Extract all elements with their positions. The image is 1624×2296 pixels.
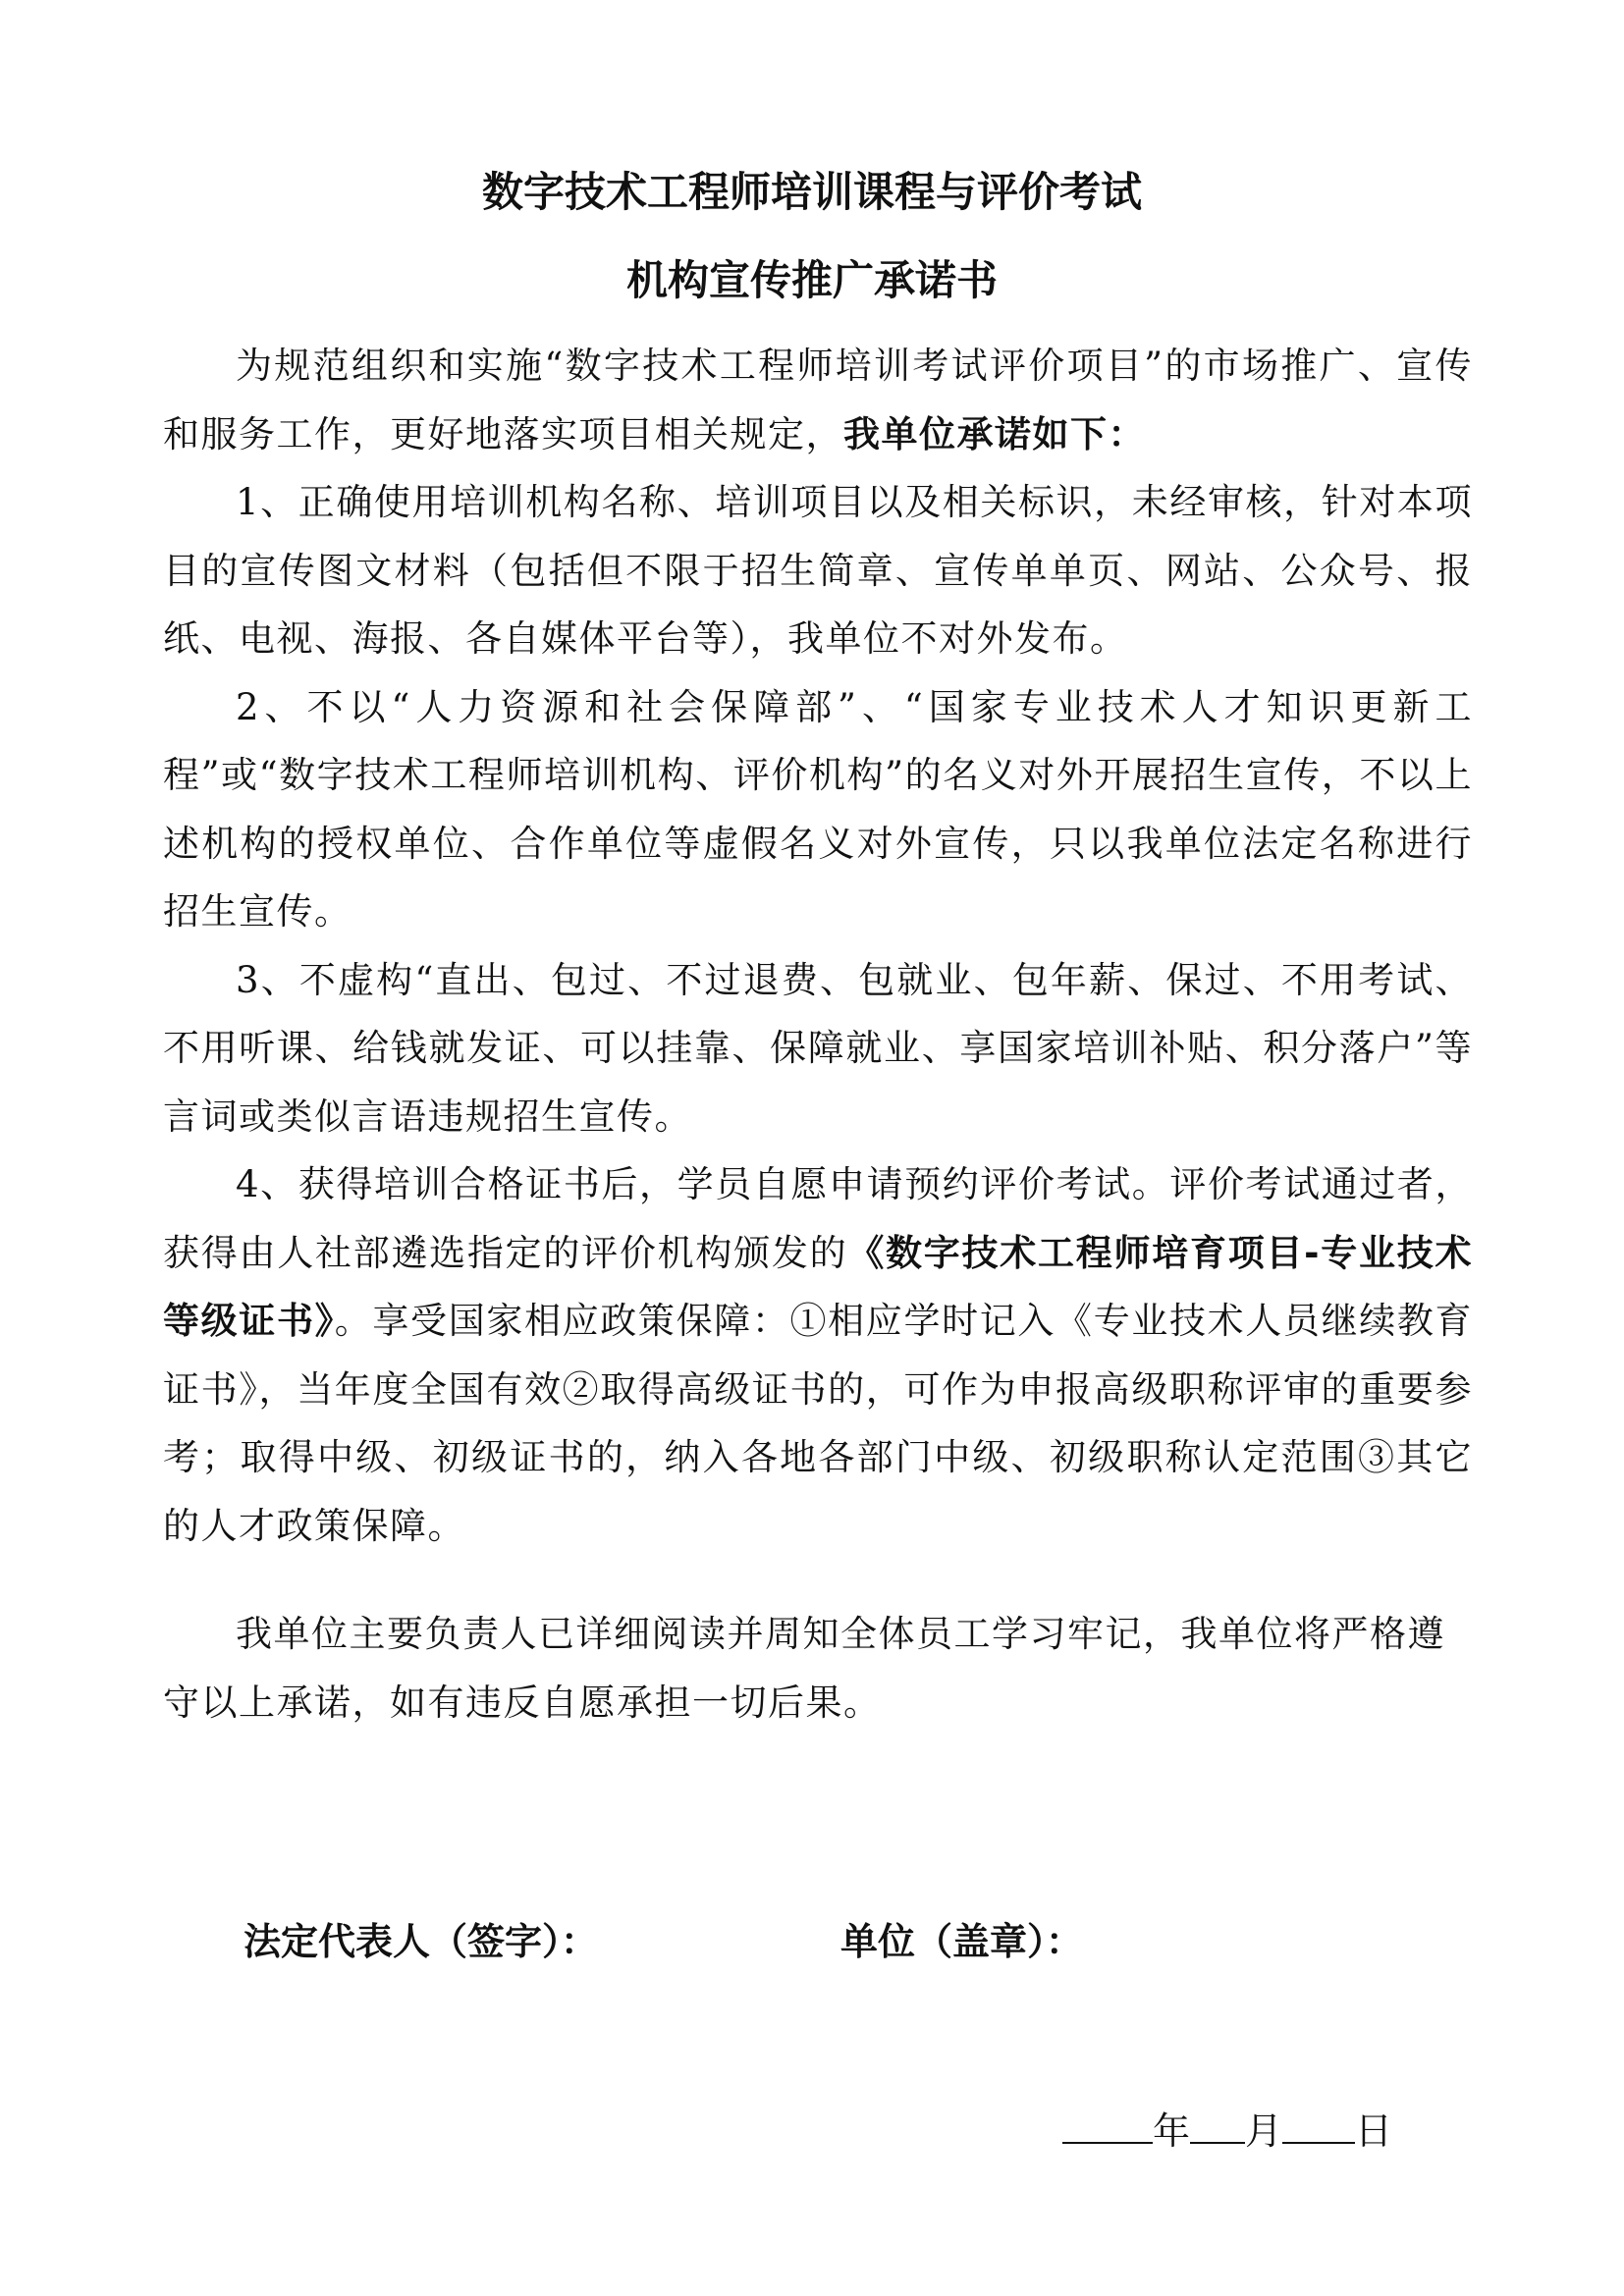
commitment-item-1: 1、正确使用培训机构名称、培训项目以及相关标识，未经审核，针对本项目的宣传图文材料（包括但不限于招生简章、宣传单单页、网站、公众号、报纸、电视、海报、各自媒体平台等），我单位不对外发布。 [163,481,1473,660]
day-label: 日 [1355,2109,1393,2153]
year-label: 年 [1153,2109,1191,2153]
closing-paragraph: 我单位主要负责人已详细阅读并周知全体员工学习牢记，我单位将严格遵守以上承诺，如有违反自愿承担一切后果。 [163,1613,1445,1724]
month-label: 月 [1245,2109,1283,2153]
commitment-item-2: 2、不以“人力资源和社会保障部”、“国家专业技术人才知识更新工程”或“数字技术工程师培训机构、评价机构”的名义对外开展招生宣传，不以上述机构的授权单位、合作单位等虚假名义对外宣传，只以我单位法定名称进行招生宣传。 [163,685,1473,933]
item4-certificate-name: 《数字技术工程师培育项目-专业技术等级证书》 [163,1231,1473,1342]
month-blank[interactable] [1190,2101,1245,2144]
document-title-line-2: 机构宣传推广承诺书 [625,256,998,304]
closing-statement [163,1600,1473,1736]
intro-bold-text: 我单位承诺如下： [843,412,1146,455]
unit-seal-label: 单位（盖章）： [840,1920,1084,1963]
day-blank[interactable] [1282,2101,1355,2144]
commitment-item-4 [163,1150,1473,1560]
document-body [163,332,1473,1560]
item4-text-before: 4、获得培训合格证书后，学员自愿申请预约评价考试。评价考试通过者，获得由人社部遴选指定的评价机构颁发的 [163,1163,1473,1274]
intro-paragraph [163,332,1473,468]
intro-text: 为规范组织和实施“数字技术工程师培训考试评价项目”的市场推广、宣传和服务工作，更好地落实项目相关规定， [163,345,1473,455]
item4-text-after: 。享受国家相应政策保障：①相应学时记入《专业技术人员继续教育证书》，当年度全国有效②取得高级证书的，可作为申报高级职称评审的重要参考；取得中级、初级证书的，纳入各地各部门中级、初级职称认定范围③其它的人才政策保障。 [163,1300,1474,1547]
year-blank[interactable] [1062,2101,1153,2144]
commitment-item-3: 3、不虚构“直出、包过、不过退费、包就业、包年薪、保过、不用考试、不用听课、给钱就发证、可以挂靠、保障就业、享国家培训补贴、积分落户”等言词或类似言语违规招生宣传。 [163,958,1473,1138]
date-line [1062,2101,1392,2161]
legal-representative-signature-label: 法定代表人（签字）： [244,1920,599,1963]
document-title-line-1: 数字技术工程师培训课程与评价考试 [481,168,1142,216]
